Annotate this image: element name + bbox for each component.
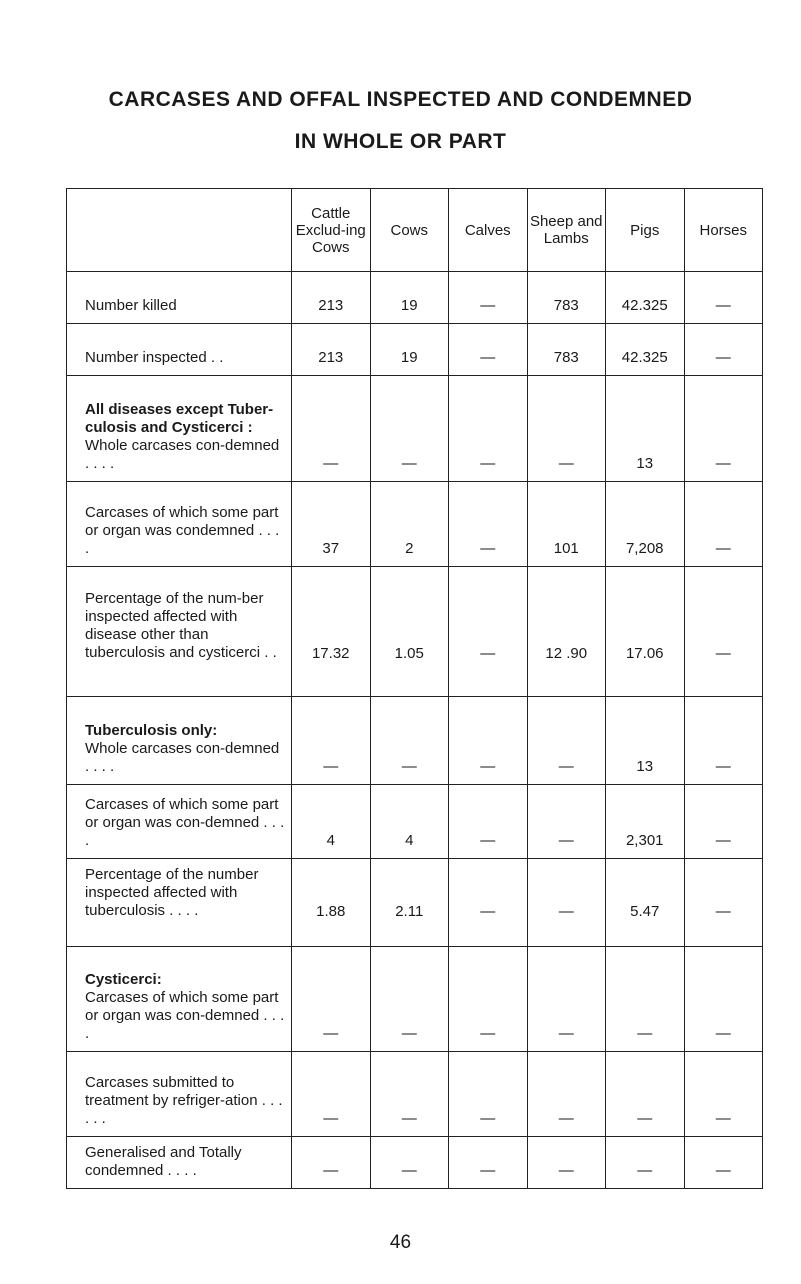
cell: —: [527, 376, 606, 482]
cell: —: [527, 1137, 606, 1189]
cell: —: [449, 1137, 528, 1189]
section-heading: Cysticerci:: [85, 971, 162, 988]
cell: —: [449, 947, 528, 1052]
cell: 37: [292, 482, 371, 567]
cell: 13: [606, 697, 685, 785]
cell: —: [370, 697, 449, 785]
page-subtitle: IN WHOLE OR PART: [294, 130, 507, 153]
cell: 783: [527, 272, 606, 324]
header-cattle: Cattle Exclud-ing Cows: [292, 189, 371, 272]
cell: —: [527, 697, 606, 785]
cell: 2: [370, 482, 449, 567]
cell: —: [606, 1137, 685, 1189]
table-row: [67, 376, 763, 482]
cell: —: [606, 947, 685, 1052]
row-label: Percentage of the number inspected affected with tuberculosis . . . .: [67, 859, 292, 947]
table-row: [67, 697, 763, 785]
cell: —: [449, 324, 528, 376]
cell: —: [449, 1052, 528, 1137]
cell: 213: [292, 272, 371, 324]
cell: 2,301: [606, 785, 685, 859]
table-row: [67, 482, 763, 567]
row-label: [67, 376, 292, 482]
cell: 19: [370, 272, 449, 324]
cell: —: [684, 376, 763, 482]
row-label-text: Whole carcases con-demned . . . .: [85, 437, 280, 472]
table-row: [67, 947, 763, 1052]
cell: —: [684, 947, 763, 1052]
cell: 101: [527, 482, 606, 567]
row-label: Number inspected . .: [67, 324, 292, 376]
row-label: Percentage of the num-ber inspected affected with disease other than tuberculosis and cysticerci . .: [67, 567, 292, 697]
row-label: [67, 947, 292, 1052]
row-label-text: Whole carcases con-demned . . . .: [85, 740, 280, 775]
header-pigs: Pigs: [606, 189, 685, 272]
cell: —: [449, 567, 528, 697]
table-row: [67, 567, 763, 697]
table-row: [67, 859, 763, 947]
cell: —: [449, 859, 528, 947]
table-row: [67, 785, 763, 859]
section-heading: Tuberculosis only:: [85, 722, 218, 739]
cell: 783: [527, 324, 606, 376]
cell: 213: [292, 324, 371, 376]
cell: —: [527, 1052, 606, 1137]
cell: —: [684, 324, 763, 376]
row-label: Carcases of which some part or organ was con-demned . . . .: [67, 785, 292, 859]
cell: 42.325: [606, 272, 685, 324]
cell: 4: [292, 785, 371, 859]
page-title: CARCASES AND OFFAL INSPECTED AND CONDEMNED: [108, 88, 693, 111]
cell: 19: [370, 324, 449, 376]
cell: 42.325: [606, 324, 685, 376]
cell: —: [684, 859, 763, 947]
header-horses: Horses: [684, 189, 763, 272]
row-label: Number killed: [67, 272, 292, 324]
header-blank: [67, 189, 292, 272]
row-label: Generalised and Totally condemned . . . .: [67, 1137, 292, 1189]
cell: —: [449, 272, 528, 324]
cell: —: [370, 1052, 449, 1137]
table-row: [67, 1137, 763, 1189]
cell: —: [370, 1137, 449, 1189]
cell: —: [449, 785, 528, 859]
cell: —: [684, 785, 763, 859]
header-calves: Calves: [449, 189, 528, 272]
cell: 4: [370, 785, 449, 859]
section-heading: All diseases except Tuber-culosis and Cysticerci :: [85, 401, 274, 436]
cell: —: [292, 1137, 371, 1189]
cell: —: [684, 697, 763, 785]
cell: —: [292, 1052, 371, 1137]
header-sheep: Sheep and Lambs: [527, 189, 606, 272]
cell: —: [292, 947, 371, 1052]
cell: 1.05: [370, 567, 449, 697]
cell: —: [527, 785, 606, 859]
row-label: Carcases submitted to treatment by refriger-ation . . . . . .: [67, 1052, 292, 1137]
cell: —: [292, 697, 371, 785]
cell: 1.88: [292, 859, 371, 947]
header-row: [67, 189, 763, 272]
cell: —: [370, 947, 449, 1052]
cell: 17.32: [292, 567, 371, 697]
row-label: [67, 697, 292, 785]
cell: —: [684, 1052, 763, 1137]
cell: 13: [606, 376, 685, 482]
cell: —: [449, 697, 528, 785]
cell: —: [684, 1137, 763, 1189]
cell: —: [449, 376, 528, 482]
table-row: [67, 272, 763, 324]
cell: 7,208: [606, 482, 685, 567]
cell: 12 .90: [527, 567, 606, 697]
row-label: Carcases of which some part or organ was condemned . . . .: [67, 482, 292, 567]
header-cows: Cows: [370, 189, 449, 272]
cell: 2.11: [370, 859, 449, 947]
cell: —: [527, 947, 606, 1052]
page-number: 46: [389, 1232, 412, 1253]
cell: —: [370, 376, 449, 482]
cell: —: [292, 376, 371, 482]
table-row: [67, 324, 763, 376]
row-label-text: Carcases of which some part or organ was con-demned . . . .: [85, 989, 285, 1042]
cell: —: [684, 482, 763, 567]
cell: —: [684, 272, 763, 324]
inspection-table: [66, 188, 763, 1189]
cell: —: [606, 1052, 685, 1137]
cell: —: [684, 567, 763, 697]
cell: 17.06: [606, 567, 685, 697]
cell: —: [527, 859, 606, 947]
cell: 5.47: [606, 859, 685, 947]
table-row: [67, 1052, 763, 1137]
cell: —: [449, 482, 528, 567]
